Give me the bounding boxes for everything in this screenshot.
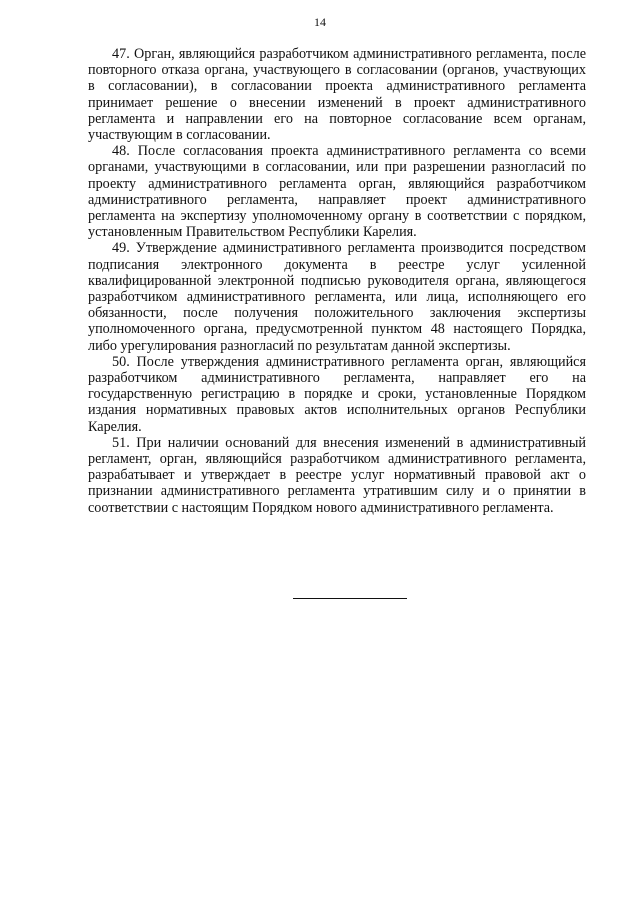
- paragraph-number: 51.: [112, 434, 130, 451]
- paragraph-text: После утверждения административного регламента орган, являющийся разработчиком административного регламента, направляет его на государственную регистрацию в порядке и сроки, установленные Порядком издания нормативных правовых актов исполнительных органов Республики Карелия.: [88, 353, 587, 435]
- paragraph-text: Утверждение административного регламента производится посредством подписания электронного документа в реестре услуг усиленной квалифицированной электронной подписью руководителя органа, являющегося разработчиком административного регламента, или лица, исполняющего его обязанности, после получения положительного заключения экспертизы уполномоченного органа, предусмотренной пунктом 48 настоящего Порядка, либо урегулирования разногласий по результатам данной экспертизы.: [88, 240, 587, 354]
- paragraph-51: [88, 435, 586, 516]
- document-body: [88, 46, 586, 516]
- paragraph-50: [88, 354, 586, 435]
- paragraph-text: При наличии оснований для внесения изменений в административный регламент, орган, являющийся разработчиком административного регламента, разрабатывает и утверждает в реестре услуг нормативный правовой акт о признании административного регламента утратившим силу и о принятии в соответствии с настоящим Порядком нового административного регламента.: [88, 434, 586, 516]
- paragraph-text: Орган, являющийся разработчиком административного регламента, после повторного отказа органа, участвующего в согласовании (органов, участвующих в согласовании), в согласовании проекта административного регламента принимает решение о внесении изменений в проект административного регламента и направлении его на повторное согласование всем органам, участвующим в согласовании.: [88, 46, 586, 144]
- page-number: 14: [314, 15, 326, 29]
- paragraph-number: 50.: [112, 353, 130, 370]
- paragraph-number: 48.: [112, 143, 130, 160]
- paragraph-47: [88, 46, 586, 143]
- paragraph-text: После согласования проекта административного регламента со всеми органами, участвующими в согласовании, или при разрешении разногласий по проекту административного регламента орган, являющийся разработчиком административного регламента, направляет проект административного регламента на экспертизу уполномоченному органу в соответствии с порядком, установленным Правительством Республики Карелия.: [88, 143, 586, 241]
- paragraph-48: [88, 143, 586, 240]
- paragraph-49: [88, 240, 586, 353]
- end-of-document-rule: [293, 598, 407, 599]
- paragraph-number: 47.: [112, 46, 130, 62]
- paragraph-number: 49.: [112, 240, 130, 257]
